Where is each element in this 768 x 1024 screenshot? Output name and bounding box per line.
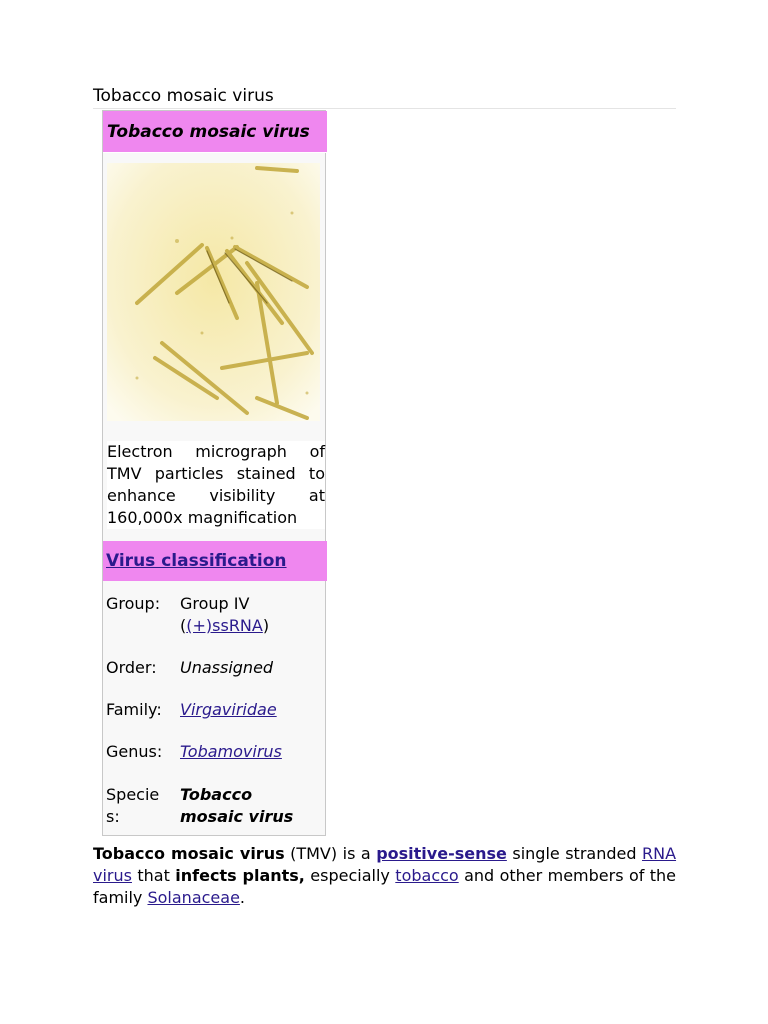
image-caption: Electron micrograph of TMV particles stained to enhance visibility at 160,000x magnification <box>107 442 325 527</box>
period-text: . <box>239 888 246 907</box>
lead-paragraph <box>93 843 676 909</box>
tobamovirus-link[interactable]: Tobamovirus <box>180 742 282 761</box>
infects-plants-text: infects plants, <box>175 866 305 885</box>
order-row <box>106 657 324 679</box>
single-stranded-text: single stranded <box>512 844 637 863</box>
positive-sense-link[interactable]: positive-sense <box>376 844 507 863</box>
family-value <box>180 699 320 721</box>
tobacco-link[interactable]: tobacco <box>395 866 459 885</box>
species-value <box>180 784 320 828</box>
ssrna-link[interactable]: (+)ssRNA <box>186 616 263 635</box>
taxobox-title: Tobacco mosaic virus <box>103 111 327 153</box>
group-value-text: Group IV ( <box>180 594 250 635</box>
abbr-text: (TMV) <box>290 844 338 863</box>
species-value-line1: Tobacco <box>180 785 253 804</box>
group-value-suffix: ) <box>262 616 270 635</box>
order-label: Order: <box>106 658 157 677</box>
group-value <box>180 593 320 637</box>
family-row <box>106 699 324 721</box>
genus-label: Genus: <box>106 742 163 761</box>
genus-value <box>180 741 320 763</box>
that-text: that <box>137 866 170 885</box>
virus-classification-link[interactable]: Virus classification <box>106 551 287 571</box>
group-row <box>106 593 324 637</box>
family-label: Family: <box>106 700 162 719</box>
order-value: Unassigned <box>180 658 274 677</box>
taxobox <box>102 110 326 836</box>
solanaceae-link[interactable]: Solanaceae <box>147 888 240 907</box>
especially-text: especially <box>310 866 390 885</box>
virus-classification-header <box>103 541 327 581</box>
species-label <box>106 784 174 828</box>
title-divider <box>93 108 676 109</box>
species-value-line2: mosaic virus <box>180 807 294 826</box>
species-label-line1: Specie <box>106 785 160 804</box>
species-label-line2: s: <box>106 807 120 826</box>
micrograph-image[interactable] <box>107 163 320 421</box>
virus-name: Tobacco mosaic virus <box>93 844 285 863</box>
group-label: Group: <box>106 594 161 613</box>
virgaviridae-link[interactable]: Virgaviridae <box>180 700 277 719</box>
species-row <box>106 784 324 828</box>
genus-row <box>106 741 324 763</box>
is-a-text: is a <box>342 844 371 863</box>
other-members-text: and other members of the family <box>93 866 677 907</box>
page-title: Tobacco mosaic virus <box>93 86 274 106</box>
rna-virus-link[interactable]: RNA virus <box>93 844 677 885</box>
